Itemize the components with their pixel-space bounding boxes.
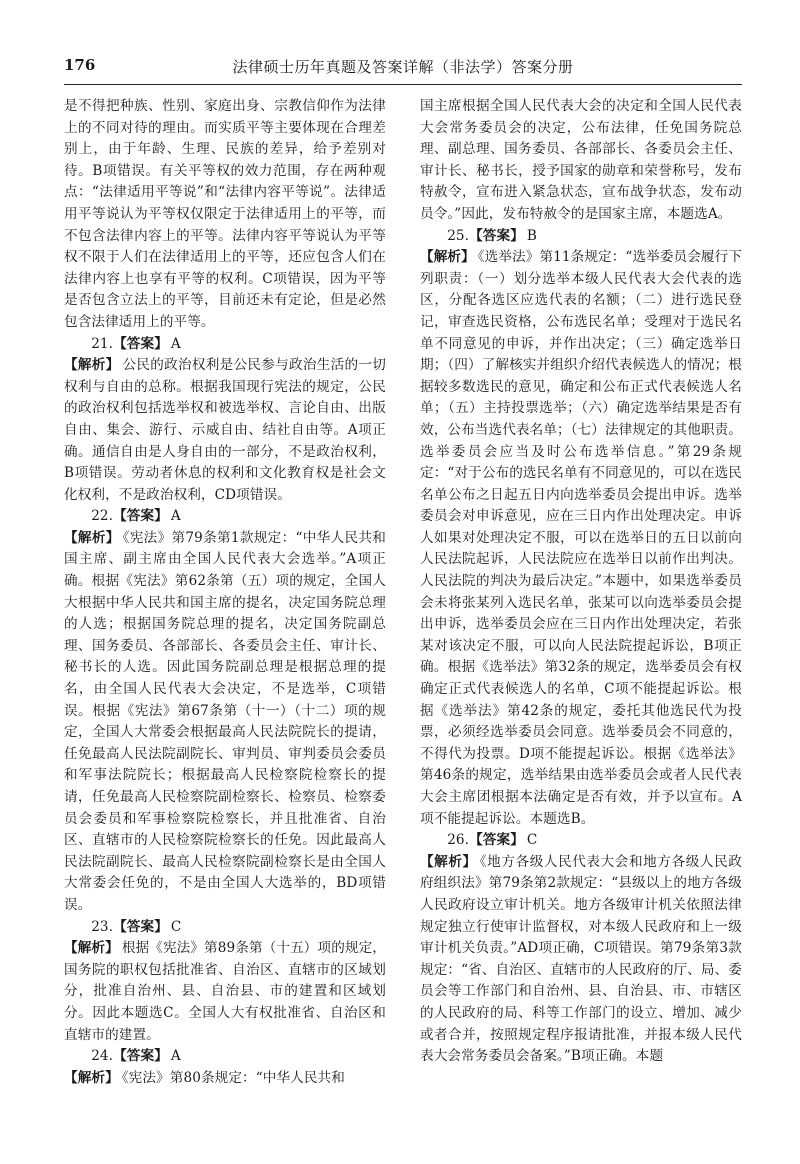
analysis-25: 【解析】 《选举法》第11条规定：“选举委员会履行下列职责：（一）划分选举本级人民代表大会代表的选区，分配各选区应选代表的名额；（二）进行选民登记，审查选民资格，公布选民名单；受理对于选民名单不同意见的申诉，并作出决定；（三）确定选举日期；（四）了解核实并组织介绍代表候选人的情况；根据较多数选民的意见，确定和公布正式代表候选人名单；（五）主持投票选举；（六）确定选举结果是否有效，公布当选代表名单；（七）法律规定的其他职责。选举委员会应当及时公布选举信息。”第29条规定：“对于公布的选民名单有不同意见的，可以在选民名单公布之日起五日内向选举委员会提出申诉。选举委员会对申诉意见，应在三日内作出处理决定。申诉人如果对处理决定不服，可以在选举日的五日以前向人民法院起诉，人民法院应在选举日以前作出判决。人民法院的判决为最后决定。”本题中，如果选举委员会未将张某列入选民名单，张某可以向选举委员会提出申诉，选举委员会应在三日内作出处理决定，若张某对该决定不服，可以向人民法院提起诉讼，B项正确。根据《选举法》第32条的规定，选举委员会有权确定正式代表候选人的名单，C项不能提起诉讼。根据《选举法》第42条的规定，委托其他选民代为投票，必须经选举委员会同意。选举委员会不同意的，不得代为投票。D项不能提起诉讼。根据《选举法》第46条的规定，选举结果由选举委员会或者人民代表大会主席团根据本法确定是否有效，并予以宣布。A项不能提起诉讼。本题选B。 xyxy=(420,249,743,827)
analysis-26: 【解析】 《地方各级人民代表大会和地方各级人民政府组织法》第79条第2款规定：“县级以上的地方各级人民政府设立审计机关。地方各级审计机关依照法律规定独立行使审计监督权，对本级人民政府和上一级审计机关负责。”AD项正确，C项错误。第79条第3款规定：“省、自治区、直辖市的人民政府的厅、局、委员会等工作部门和自治州、县、自治县、市、市辖区的人民政府的局、科等工作部门的设立、增加、减少或者合并，按照规定程序报请批准，并报本级人民代表大会常务委员会备案。”B项正确。本题 xyxy=(420,853,743,1065)
answer-line-25: 25.【答案】 B xyxy=(447,227,537,244)
body-columns xyxy=(64,96,744,1146)
page-number: 176 xyxy=(64,56,96,74)
left-column xyxy=(64,96,386,1089)
answer-line-23: 23.【答案】 C xyxy=(91,918,182,935)
page-header xyxy=(64,54,742,85)
answer-line-24: 24.【答案】 A xyxy=(91,1048,181,1065)
analysis-24: 【解析】 《宪法》第80条规定：“中华人民共和 xyxy=(64,1069,345,1086)
answer-line-22: 22.【答案】 A xyxy=(91,508,181,525)
analysis-21: 【解析】 公民的政治权利是公民参与政治生活的一切权利与自由的总称。根据我国现行宪法的规定，公民的政治权利包括选举权和被选举权、言论自由、出版自由、集会、游行、示威自由、结社自由等。A项正确。通信自由是人身自由的一部分，不是政治权利，B项错误。劳动者休息的权利和文化教育权是社会文化权利，不是政治权利，CD项错误。 xyxy=(64,357,386,503)
analysis-22: 【解析】 《宪法》第79条第1款规定：“中华人民共和国主席、副主席由全国人民代表大会选举。”A项正确。根据《宪法》第62条第（五）项的规定，全国人大根据中华人民共和国主席的提名，决定国务院总理的人选；根据国务院总理的提名，决定国务院副总理、国务委员、各部部长、各委员会主任、审计长、秘书长的人选。因此国务院副总理是根据总理的提名，由全国人民代表大会决定，不是选举，C项错误。根据《宪法》第67条第（十一）（十二）项的规定，全国人大常委会根据最高人民法院院长的提请，任免最高人民法院副院长、审判员、审判委员会委员和军事法院院长；根据最高人民检察院检察长的提请，任免最高人民检察院副检察长、检察员、检察委员会委员和军事检察院检察长，并且批准省、自治区、直辖市的人民检察院检察长的任免。因此最高人民法院副院长、最高人民检察院副检察长是由全国人大常委会任免的，不是由全国人大选举的，BD项错误。 xyxy=(64,529,386,913)
continuation-paragraph: 是不得把种族、性别、家庭出身、宗教信仰作为法律上的不同对待的理由。而实质平等主要体现在合理差别上，由于年龄、生理、民族的差异，给予差别对待。B项错误。有关平等权的效力范围，存在两种观点：“法律适用平等说”和“法律内容平等说”。法律适用平等说认为平等权仅限定于法律适用上的平等，而不包含法律内容上的平等。法律内容平等说认为平等权不限于人们在法律适用上的平等，还应包含人们在法律内容上也享有平等的权利。C项错误，因为平等是否包含立法上的平等，目前还未有定论，但是必然包含法律适用上的平等。 xyxy=(64,98,386,330)
answer-line-26: 26.【答案】 C xyxy=(447,832,538,849)
continuation-paragraph: 国主席根据全国人民代表大会的决定和全国人民代表大会常务委员会的决定，公布法律，任免国务院总理、副总理、国务委员、各部部长、各委员会主任、审计长、秘书长，授予国家的勋章和荣誉称号，发布特赦令，宣布进入紧急状态，宣布战争状态，发布动员令。”因此，发布特赦令的是国家主席，本题选A。 xyxy=(420,98,742,222)
answer-line-21: 21.【答案】 A xyxy=(91,335,181,352)
right-column xyxy=(420,96,742,1068)
running-title: 法律硕士历年真题及答案详解（非法学）答案分册 xyxy=(232,58,574,76)
analysis-23: 【解析】 根据《宪法》第89条第（十五）项的规定，国务院的职权包括批准省、自治区、直辖市的区域划分，批准自治州、县、自治县、市的建置和区域划分。因此本题选C。全国人大有权批准省、自治区和直辖市的建置。 xyxy=(64,940,387,1043)
